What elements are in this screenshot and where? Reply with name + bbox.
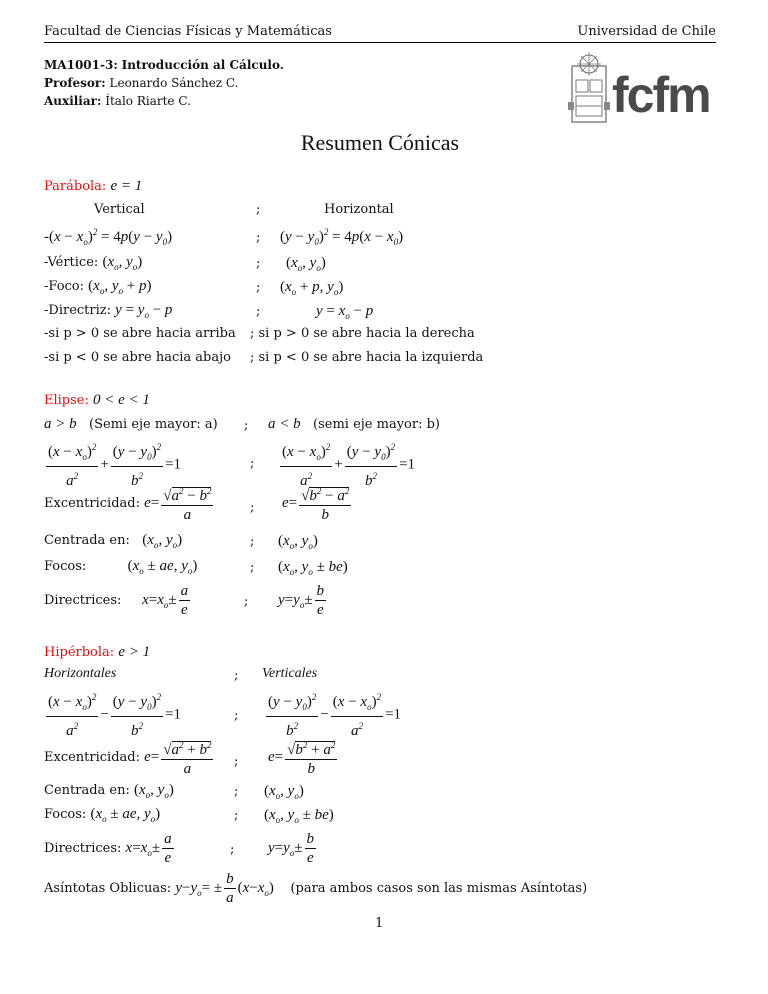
separator: ; [256, 202, 261, 217]
parabola-opens-down: -si p < 0 se abre hacia abajo [44, 350, 231, 365]
parabola-directrix-row: -Directriz: $y = y_o - p$ [44, 302, 173, 320]
hyperbola-equation-vertical: $\frac{(y - y_0)^2}{b^2}$ − $\frac{(x - x_o)^2}{a^2}$ =1 [264, 688, 401, 740]
hyperbola-center-row: Centrada en: ($x_o$, $y_o$) [44, 782, 174, 800]
ellipse-equation-right: $\frac{(x - x_o)^2}{a^2}$ + $\frac{(y - y_0)^2}{b^2}$ =1 [278, 438, 415, 490]
separator: ; [256, 304, 261, 319]
ellipse-center-right: ($x_o$, $y_o$) [278, 533, 318, 551]
header-university: Universidad de Chile [577, 24, 716, 39]
separator: ; [234, 784, 239, 799]
eccentricity-label: Excentricidad: [44, 495, 140, 511]
parabola-focus-horizontal: ($x_o + p$, $y_o$) [280, 279, 344, 297]
professor-name: Leonardo Sánchez C. [109, 76, 239, 90]
parabola-col-vertical: Vertical [94, 202, 145, 217]
professor-label: Profesor: [44, 76, 106, 90]
separator: ; [250, 560, 255, 575]
hyperbola-center-right: ($x_o$, $y_o$) [264, 783, 304, 801]
directrix-label: -Directriz: [44, 303, 111, 318]
ellipse-case-right [268, 416, 440, 433]
separator: ; [234, 754, 239, 769]
hyperbola-directrices-row: Directrices: $x=x_o\pm$ $\frac{a}{e}$ [44, 831, 172, 866]
parabola-directrix-horizontal: $y = x_o - p$ [316, 303, 374, 321]
eccentricity-label: Excentricidad: [44, 749, 140, 765]
parabola-vertex-row: -Vértice: ($x_o$, $y_o$) [44, 254, 143, 272]
foci-label: Focos: [44, 807, 87, 822]
hyperbola-equation-horizontal: $\frac{(x - x_o)^2}{a^2}$ − $\frac{(y - y_0)^2}{b^2}$ =1 [44, 688, 181, 740]
ellipse-equation-left: $\frac{(x - x_o)^2}{a^2}$ + $\frac{(y - y_0)^2}{b^2}$ =1 [44, 438, 181, 490]
hyperbola-heading [44, 644, 150, 661]
separator: ; [250, 500, 255, 515]
parabola-col-horizontal: Horizontal [324, 202, 394, 217]
ellipse-foci-row: Focos: ($x_o$ ± ae, $y_o$) [44, 558, 198, 576]
hyperbola-directrices-right: $y=y_o\pm$ $\frac{b}{e}$ [268, 831, 315, 866]
asymptotes-label: Asíntotas Oblicuas: [44, 881, 172, 896]
directrices-label: Directrices: [44, 593, 122, 608]
page-number: 1 [375, 916, 384, 931]
hyperbola-label: Hipérbola: [44, 645, 115, 660]
separator: ; [234, 668, 239, 683]
ellipse-foci-right: ($x_o$, $y_o \pm be$) [278, 559, 348, 577]
separator: ; [250, 534, 255, 549]
center-label: Centrada en: [44, 783, 130, 798]
ellipse-heading [44, 392, 150, 409]
parabola-label: Parábola: [44, 179, 107, 194]
directrices-label: Directrices: [44, 841, 122, 856]
separator: ; [256, 256, 261, 271]
ellipse-condition: 0 < e < 1 [93, 392, 150, 408]
hyperbola-eccentricity-right: e= $\frac{√b^2 + a^2}{b}$ [268, 736, 339, 778]
ellipse-center-row: Centrada en: ($x_o$, $y_o$) [44, 532, 183, 550]
course-code: MA1001-3: [44, 58, 118, 72]
parabola-heading [44, 178, 142, 195]
parabola-focus-row: -Foco: ($x_o$, $y_o + p$) [44, 278, 152, 296]
parabola-equation-horizontal: $(y - y_0)^2 = 4p(x - x_0)$ [280, 227, 404, 247]
parabola-opens-up: -si p > 0 se abre hacia arriba [44, 326, 236, 341]
case-note: (Semi eje mayor: a) [89, 417, 218, 432]
separator: ; [230, 842, 235, 857]
university-seal-icon [568, 52, 610, 122]
parabola-equation-vertical: $-(x - x_o)^2 = 4p(y - y_0)$ [44, 227, 173, 247]
separator: ; [244, 418, 249, 433]
logo-text: fcfm [612, 67, 710, 123]
hyperbola-col-horizontal: Horizontales [44, 666, 117, 681]
parabola-opens-left: ; si p < 0 se abre hacia la izquierda [250, 350, 484, 365]
ellipse-eccentricity-right: e= $\frac{√b^2 - a^2}{b}$ [282, 482, 353, 524]
case-condition: a < b [268, 416, 301, 432]
separator: ; [234, 708, 239, 723]
center-label: Centrada en: [44, 533, 130, 548]
hyperbola-foci-right: ($x_o$, $y_o \pm be$) [264, 807, 334, 825]
parabola-opens-right: ; si p > 0 se abre hacia la derecha [250, 326, 475, 341]
ellipse-directrices-right: $y=y_o\pm$ $\frac{b}{e}$ [278, 583, 325, 618]
separator: ; [256, 280, 261, 295]
assistant-label: Auxiliar: [44, 94, 102, 108]
ellipse-directrices-row: Directrices: $x=x_o\pm$ $\frac{a}{e}$ [44, 583, 189, 618]
fcfm-logo [568, 52, 714, 126]
course-name: Introducción al Cálculo. [121, 58, 284, 72]
hyperbola-asymptotes-row: Asíntotas Oblicuas: $y-y_o=$ ± $\frac{b}{a}$ $(x-x_o)$ (para ambos casos son las mismas Asíntotas) [44, 871, 588, 906]
separator: ; [250, 456, 255, 471]
ellipse-case-left [44, 416, 218, 433]
hyperbola-col-vertical: Verticales [262, 666, 318, 681]
case-note: (semi eje mayor: b) [313, 417, 441, 432]
case-condition: a > b [44, 416, 77, 432]
ellipse-eccentricity-row: Excentricidad: e= $\frac{√a^2 - b^2}{a}$ [44, 482, 215, 524]
header-faculty: Facultad de Ciencias Físicas y Matemáticas [44, 24, 332, 39]
assistant-name: Ítalo Riarte C. [105, 94, 191, 108]
vertex-label: -Vértice: [44, 255, 99, 270]
header-rule [44, 42, 716, 43]
ellipse-label: Elipse: [44, 393, 89, 408]
hyperbola-foci-row: Focos: ($x_o$ ± ae, $y_o$) [44, 806, 161, 824]
separator: ; [244, 594, 249, 609]
hyperbola-eccentricity-row: Excentricidad: e= $\frac{√a^2 + b^2}{a}$ [44, 736, 215, 778]
asymptotes-note: (para ambos casos son las mismas Asíntotas) [290, 881, 588, 896]
course-info [44, 56, 284, 110]
hyperbola-condition: e > 1 [118, 644, 151, 660]
separator: ; [234, 808, 239, 823]
parabola-condition: e = 1 [110, 178, 143, 194]
parabola-vertex-horizontal: ($x_o$, $y_o$) [286, 255, 326, 273]
foci-label: Focos: [44, 559, 87, 574]
focus-label: -Foco: [44, 279, 85, 294]
separator: ; [256, 230, 261, 245]
page-title: Resumen Cónicas [300, 130, 460, 155]
